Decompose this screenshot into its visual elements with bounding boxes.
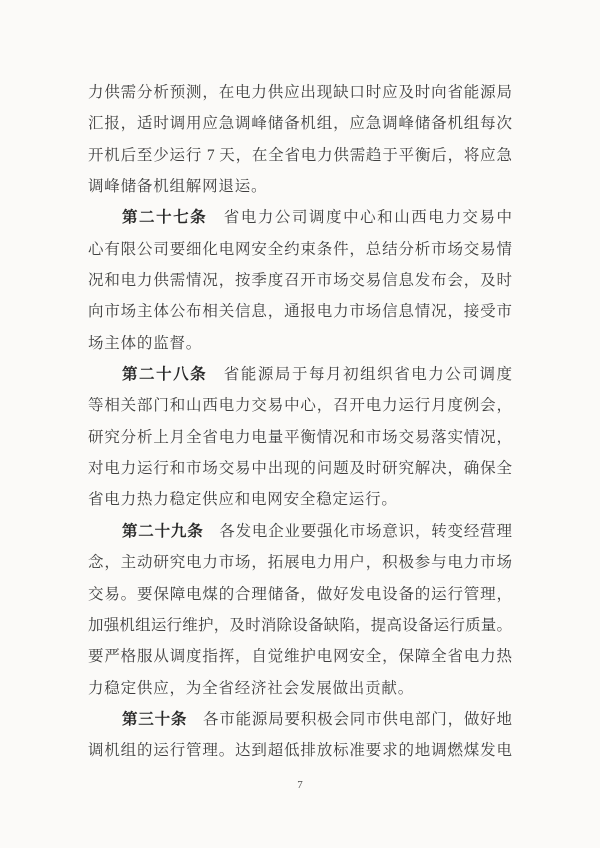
article-number: 第二十八条 [122, 366, 208, 384]
line-text: 各发电企业要强化市场意识，转变经营理 [218, 522, 512, 540]
text-line: 调峰储备机组解网退运。 [88, 178, 268, 196]
text-line: 心有限公司要细化电网安全约束条件，总结分析市场交易情 [88, 240, 512, 258]
text-line: 加强机组运行维护，及时消除设备缺陷，提高设备运行质量。 [88, 616, 512, 634]
document-body [88, 77, 512, 767]
text-line [88, 359, 512, 390]
page-number: 7 [297, 779, 303, 791]
text-line: 向市场主体公布相关信息，通报电力市场信息情况，接受市 [88, 303, 512, 321]
text-line [88, 516, 512, 547]
text-line: 开机后至少运行 7 天，在全省电力供需趋于平衡后，将应急 [88, 146, 512, 164]
text-line: 调机组的运行管理。达到超低排放标准要求的地调燃煤发电 [88, 742, 512, 760]
text-line: 要严格服从调度指挥，自觉维护电网安全，保障全省电力热 [88, 648, 512, 666]
article-number: 第二十九条 [122, 522, 204, 540]
text-line: 场主体的监督。 [88, 334, 203, 352]
article-number: 第二十七条 [122, 209, 208, 227]
text-line: 力稳定供应，为全省经济社会发展做出贡献。 [88, 679, 415, 697]
text-line [88, 704, 512, 735]
text-line: 况和电力供需情况，按季度召开市场交易信息发布会，及时 [88, 272, 512, 290]
article-number: 第三十条 [122, 710, 188, 728]
text-line: 研究分析上月全省电力电量平衡情况和市场交易落实情况， [88, 428, 512, 446]
text-line: 念，主动研究电力市场，拓展电力用户，积极参与电力市场 [88, 554, 512, 572]
text-line: 力供需分析预测，在电力供应出现缺口时应及时向省能源局 [88, 84, 512, 101]
line-text: 各市能源局要积极会同市供电部门，做好地 [202, 710, 512, 728]
text-line: 等相关部门和山西电力交易中心，召开电力运行月度例会， [88, 397, 512, 415]
text-line: 省电力热力稳定供应和电网安全稳定运行。 [88, 491, 398, 509]
text-line: 对电力运行和市场交易中出现的问题及时研究解决，确保全 [88, 460, 512, 478]
line-text: 省能源局于每月初组织省电力公司调度 [222, 366, 512, 384]
text-line: 汇报，适时调用应急调峰储备机组，应急调峰储备机组每次 [88, 115, 512, 133]
text-line: 交易。要保障电煤的合理储备，做好发电设备的运行管理， [88, 585, 512, 603]
text-line [88, 202, 512, 233]
line-text: 省电力公司调度中心和山西电力交易中 [222, 209, 512, 227]
